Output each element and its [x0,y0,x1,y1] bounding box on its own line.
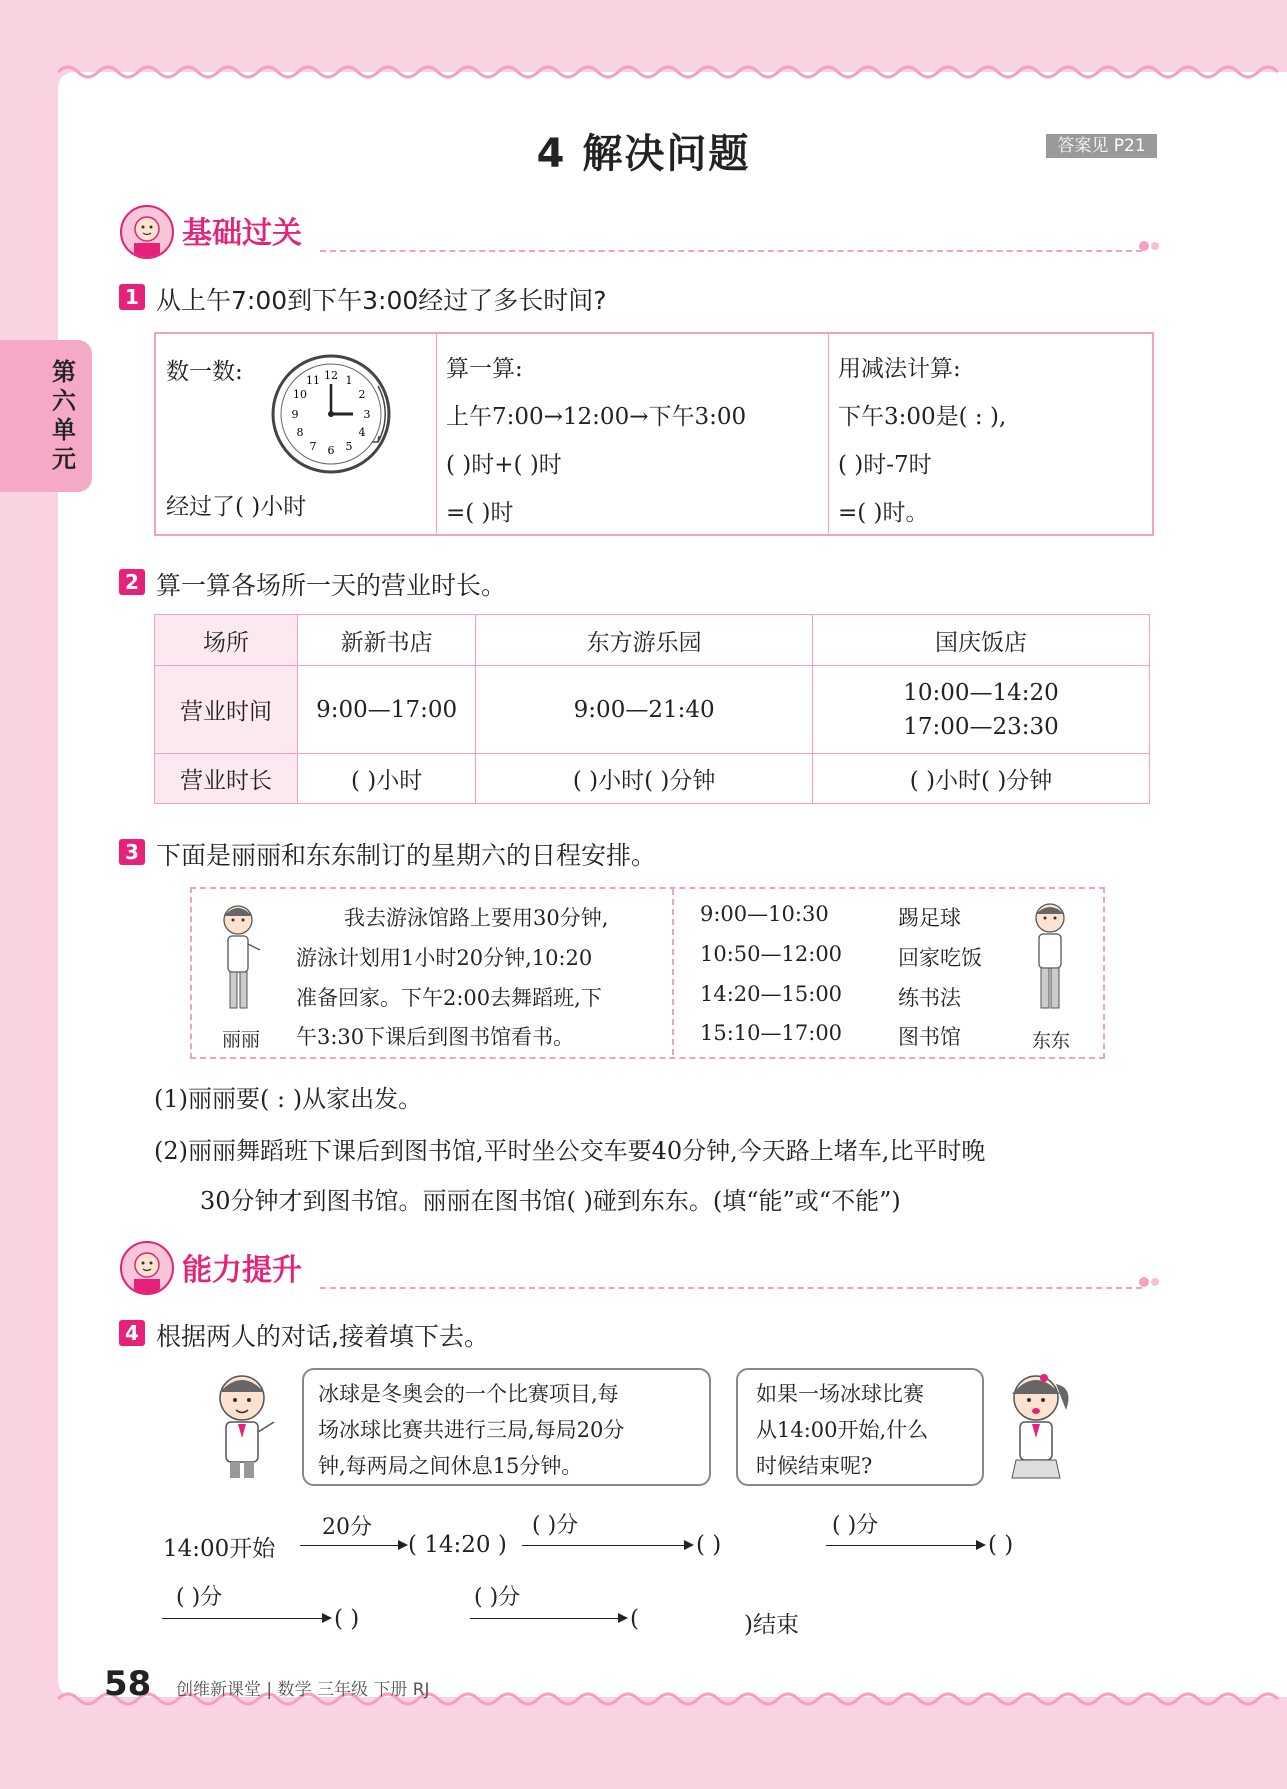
flow-start: 14:00开始 [163,1536,276,1562]
table-header-cell: 国庆饭店 [813,615,1150,666]
section-advance-title: 能力提升 [182,1253,302,1288]
q3-sub2-line2: 30分钟才到图书馆。丽丽在图书馆( )碰到东东。(填“能”或“不能”) [200,1187,901,1215]
flow-arrow-head-icon [618,1613,628,1623]
dd-activity: 图书馆 [898,1025,961,1049]
clock-number: 4 [358,426,366,439]
girl-speaker-icon [996,1366,1082,1482]
clock-icon [266,350,406,480]
flow-arrow-head-icon [684,1540,694,1550]
flow-time-blank[interactable]: ( ) [696,1532,722,1558]
boy-speech-line: 钟,每两局之间休息15分钟。 [318,1454,583,1478]
dd-time: 10:50—12:00 [700,942,843,966]
duration-blank[interactable]: ( )小时 [298,754,476,804]
table-cell: 9:00—17:00 [298,666,476,754]
table-cell [813,666,1150,754]
q1-calc-line1: 上午7:00→12:00→下午3:00 [446,404,747,430]
flow-time-blank[interactable]: ( ) [988,1532,1014,1558]
question-text: 下面是丽丽和东东制订的星期六的日程安排。 [156,841,657,870]
page-number: 58 [104,1664,152,1704]
business-hours-table [154,614,1150,804]
footer-book-info: 创维新课堂 | 数学 三年级 下册 RJ [176,1680,430,1700]
flow-minutes-blank[interactable]: ( )分 [474,1585,521,1610]
table-header-cell: 新新书店 [298,615,476,666]
table-row [155,666,1150,754]
answer-ref-badge: 答案见 P21 [1046,134,1157,158]
lili-name: 丽丽 [222,1029,261,1051]
lili-plan-line: 游泳计划用1小时20分钟,10:20 [296,946,593,970]
wavy-border-top [0,56,1287,86]
flow-step-label: 20分 [322,1515,372,1540]
flow-arrow [300,1545,400,1546]
section-basic-divider [320,250,1142,252]
dd-activity: 练书法 [898,986,961,1010]
table-row-label: 营业时长 [155,754,298,804]
q3-sub1: (1)丽丽要( : )从家出发。 [154,1085,423,1113]
clock-number: 10 [293,388,307,401]
clock-number: 2 [358,388,366,401]
dd-time: 14:20—15:00 [700,982,843,1006]
clock-number: 9 [291,408,299,421]
question-text: 从上午7:00到下午3:00经过了多长时间? [156,286,607,315]
table-header-cell: 东方游乐园 [476,615,813,666]
table-row [155,754,1150,804]
lili-plan-line: 午3:30下课后到图书馆看书。 [296,1025,575,1049]
flow-arrow [470,1618,620,1619]
q1-count-answer: 经过了( )小时 [166,494,307,520]
flow-arrow-head-icon [976,1540,986,1550]
table-header-cell: 场所 [155,615,298,666]
clock-number: 5 [345,440,353,453]
q1-divider [436,334,437,534]
boy-speech-line: 冰球是冬奥会的一个比赛项目,每 [318,1382,619,1406]
dd-activity: 回家吃饭 [898,946,982,970]
duration-blank[interactable]: ( )小时( )分钟 [813,754,1150,804]
clock-number: 1 [345,374,353,387]
question-number: 3 [119,839,145,865]
q1-count-title: 数一数: [166,359,243,385]
lili-plan-line: 准备回家。下午2:00去舞蹈班,下 [296,986,602,1010]
flow-time-blank[interactable]: ( ) [334,1606,360,1632]
table-cell: 9:00—21:40 [476,666,813,754]
q1-subtract-line3: =( )时。 [838,500,929,526]
question-text: 根据两人的对话,接着填下去。 [156,1322,489,1351]
q1-subtract-line2: ( )时-7时 [838,452,932,478]
q1-calc-title: 算一算: [446,356,523,382]
table-row [155,615,1150,666]
girl-lili-icon [212,900,270,1022]
flow-time-value: ( 14:20 ) [408,1532,507,1558]
teacher-avatar-icon [120,1241,174,1295]
flow-end-open[interactable]: ( [630,1606,639,1632]
boy-speech-line: 场冰球比赛共进行三局,每局20分 [318,1418,625,1442]
question-text: 算一算各场所一天的营业时长。 [156,571,507,600]
flow-arrow [522,1545,686,1546]
question-number: 4 [119,1320,145,1346]
q1-subtract-title: 用减法计算: [838,356,961,382]
page-title: 4 解决问题 [536,131,751,177]
section-basic-title: 基础过关 [182,216,302,251]
table-row-label: 营业时间 [155,666,298,754]
flow-end-label: )结束 [744,1612,799,1638]
dd-time: 15:10—17:00 [700,1021,843,1045]
flow-minutes-blank[interactable]: ( )分 [176,1585,223,1610]
question-number: 1 [119,284,145,310]
clock-number: 6 [327,444,335,457]
girl-speech-line: 从14:00开始,什么 [756,1418,929,1442]
flow-arrow [162,1618,324,1619]
flow-arrow-head-icon [398,1540,408,1550]
q3-sub2-line1: (2)丽丽舞蹈班下课后到图书馆,平时坐公交车要40分钟,今天路上堵车,比平时晚 [154,1137,986,1165]
lili-plan-line: 我去游泳馆路上要用30分钟, [344,906,609,930]
q1-calc-line2: ( )时+( )时 [446,452,562,478]
question-number: 2 [119,569,145,595]
flow-arrow [826,1545,978,1546]
q1-calc-line3: =( )时 [446,500,514,526]
hours-line: 10:00—14:20 [903,679,1059,706]
dd-activity: 踢足球 [898,906,961,930]
dongdong-name: 东东 [1032,1030,1071,1052]
clock-number: 11 [306,374,320,387]
q1-divider [828,334,829,534]
dd-time: 9:00—10:30 [700,902,829,926]
hours-line: 17:00—23:30 [903,713,1059,740]
boy-speaker-icon [208,1368,288,1480]
unit-side-tab-label: 第六单元 [52,358,76,473]
girl-speech-line: 如果一场冰球比赛 [756,1382,924,1406]
clock-number: 8 [296,426,304,439]
dots-decoration-icon [1136,236,1162,256]
clock-number: 3 [363,408,371,421]
boy-dongdong-icon [1024,898,1078,1022]
duration-blank[interactable]: ( )小时( )分钟 [476,754,813,804]
clock-number: 12 [324,369,338,382]
section-advance-divider [320,1287,1142,1289]
flow-minutes-blank[interactable]: ( )分 [532,1513,579,1538]
flow-minutes-blank[interactable]: ( )分 [832,1513,879,1538]
girl-speech-line: 时候结束呢? [756,1454,873,1478]
schedule-divider [672,889,674,1055]
flow-arrow-head-icon [322,1613,332,1623]
teacher-avatar-icon [120,205,174,259]
clock-number: 7 [309,440,317,453]
dots-decoration-icon [1136,1272,1162,1292]
q1-subtract-line1: 下午3:00是( : ), [838,404,1007,430]
